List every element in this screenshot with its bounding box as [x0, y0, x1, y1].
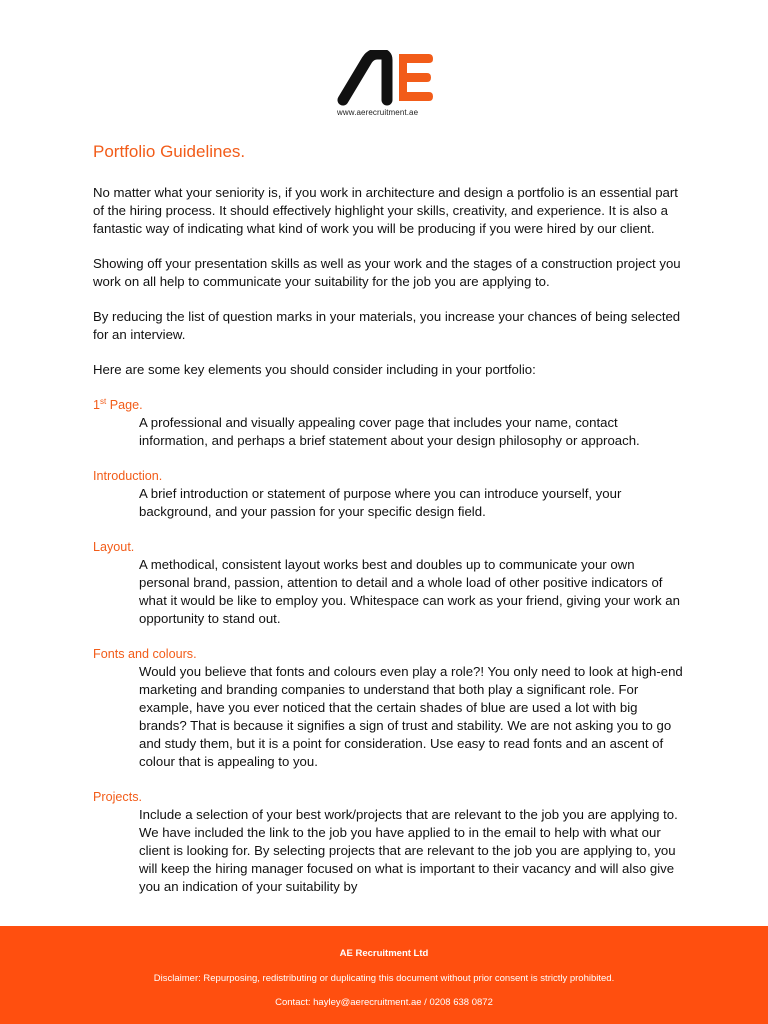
footer-company-name: AE Recruitment Ltd [339, 948, 429, 959]
ae-logo-mark [337, 50, 433, 106]
page-title: Portfolio Guidelines. [93, 142, 246, 161]
intro-paragraph-1: No matter what your seniority is, if you work in architecture and design a portfolio is an essential part of the hiring process. It should effectively highlight your skills, creativity, and experience. It is also a fantastic way of indicating what kind of work you will be producing if you were hired by our client. [93, 185, 678, 236]
section-heading-projects: Projects. [93, 790, 142, 804]
company-logo [337, 50, 433, 122]
website-url: www.aerecruitment.ae [337, 108, 419, 117]
document-body [93, 140, 683, 926]
heading-ordinal: st [100, 396, 107, 406]
heading-number: 1 [93, 398, 101, 412]
footer-disclaimer: Disclaimer: Repurposing, redistributing or duplicating this document without prior consent is strictly prohibited. [153, 973, 615, 984]
footer-contact: Contact: hayley@aerecruitment.ae / 0208 638 0872 [275, 997, 493, 1008]
section-heading-first-page [93, 396, 683, 414]
section-heading-layout: Layout. [93, 540, 135, 554]
section-heading-fonts-colours: Fonts and colours. [93, 647, 197, 661]
section-body-first-page: A professional and visually appealing cover page that includes your name, contact information, and perhaps a brief statement about your design philosophy or approach. [139, 415, 640, 448]
intro-paragraph-3: By reducing the list of question marks in your materials, you increase your chances of being selected for an interview. [93, 309, 681, 342]
section-body-fonts-colours: Would you believe that fonts and colours even play a role?! You only need to look at high-end marketing and branding companies to understand that both play a significant role. For example, have you ever noticed that the certain shades of blue are used a lot with big brands? That is because it signifies a sign of trust and stability. We are not asking you to go and study them, but it is a point for consideration. Use easy to read fonts and an ascent of colour that is appealing to you. [139, 664, 683, 769]
section-body-layout: A methodical, consistent layout works best and doubles up to communicate your own personal brand, passion, attention to detail and a whole load of other positive indicators of what it would be like to employ you. Whitespace can work as your friend, giving your work an opportunity to stand out. [139, 557, 680, 626]
heading-rest: Page. [106, 398, 143, 412]
section-body-projects: Include a selection of your best work/projects that are relevant to the job you are applying to. We have included the link to the job you have applied to in the email to help with what our client is looking for. By selecting projects that are relevant to the job you are applying to, you will keep the hiring manager focused on what is important to their vacancy and will also give you an indication of your suitability by [139, 807, 678, 894]
intro-paragraph-2: Showing off your presentation skills as well as your work and the stages of a construction project you work on all help to communicate your suitability for the job you are applying to. [93, 256, 681, 289]
intro-paragraph-4: Here are some key elements you should consider including in your portfolio: [93, 362, 536, 377]
section-body-introduction: A brief introduction or statement of purpose where you can introduce yourself, your background, and your passion for your specific design field. [139, 486, 622, 519]
page-footer [0, 926, 768, 1024]
section-heading-introduction: Introduction. [93, 469, 163, 483]
